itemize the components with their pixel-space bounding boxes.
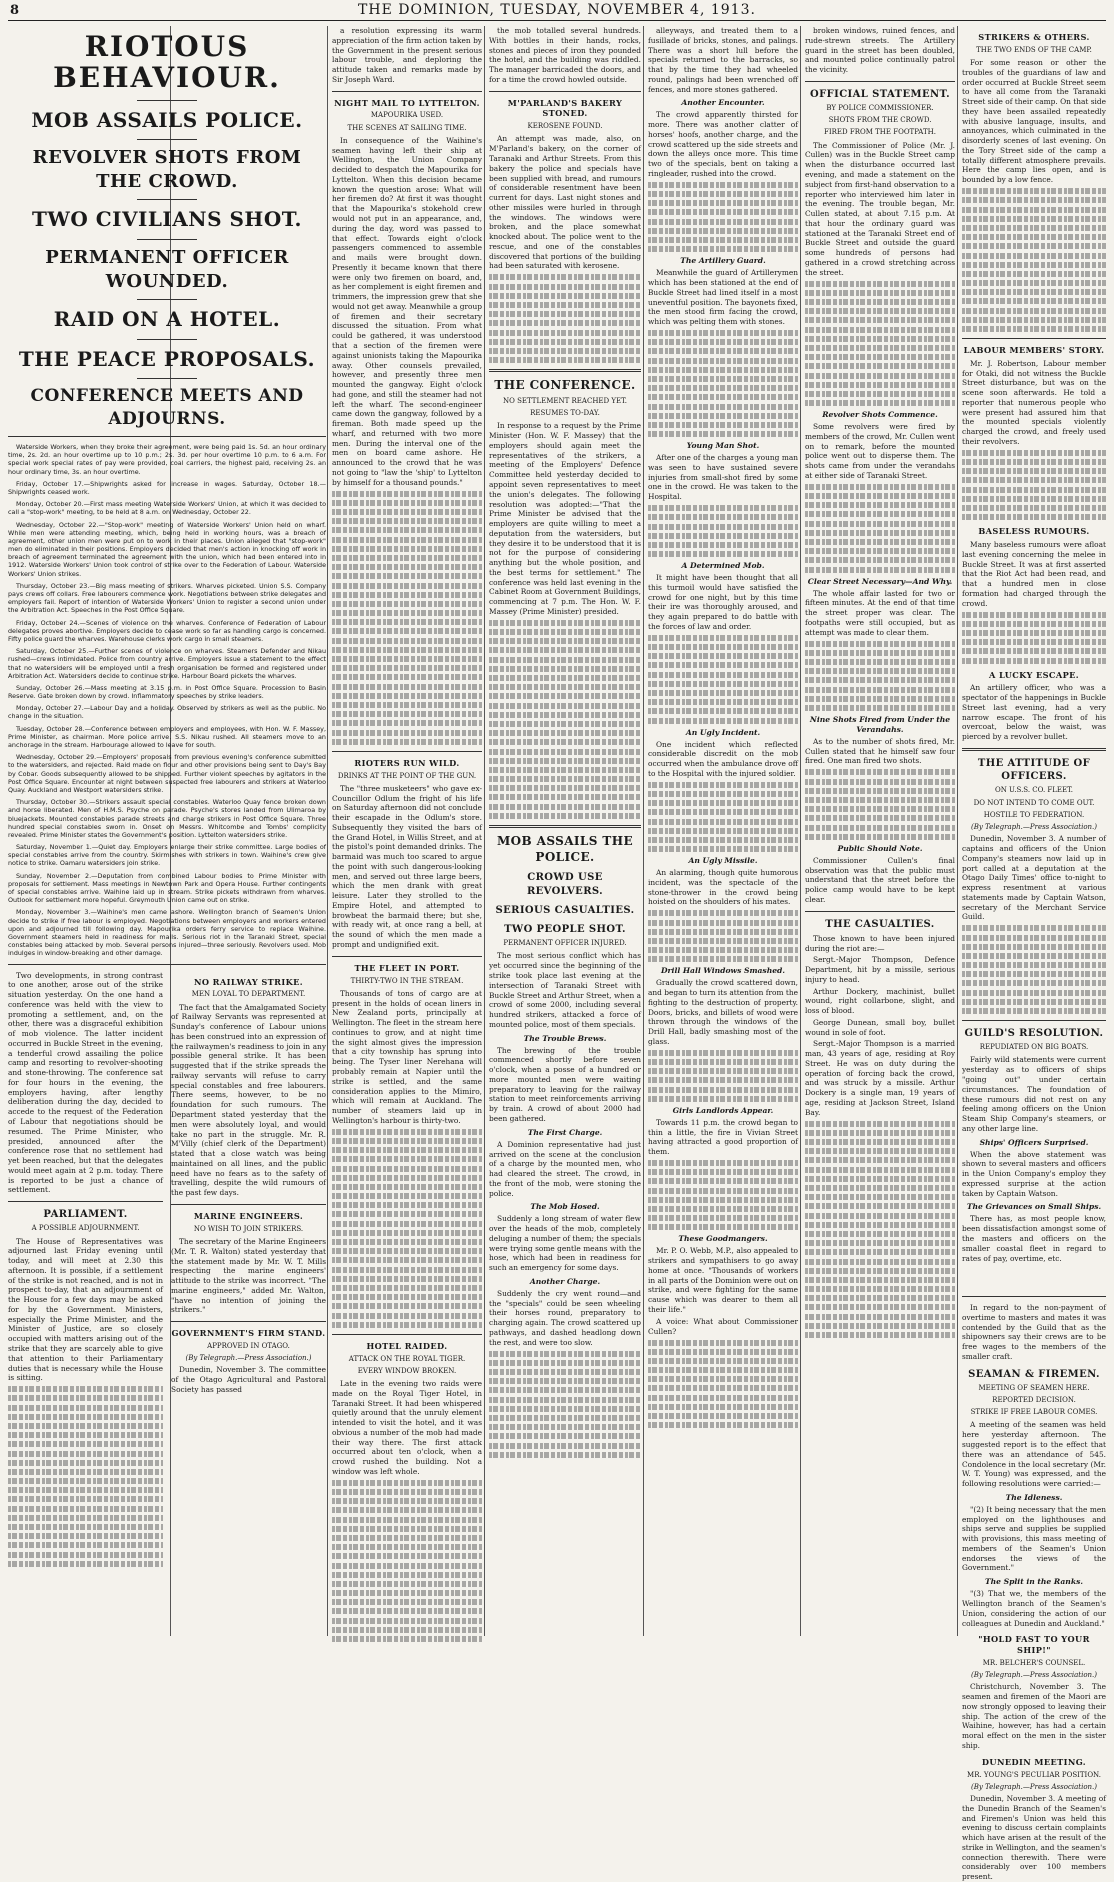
guild-text: Fairly wild statements were current yesterday as to officers of ships "going out" under certain circumstances. The foundation of these rumours did not rest on any feeling among officers on the Union Steam Ship Company's steamers, or any other large line. xyxy=(962,1055,1106,1133)
official-text-1: Some revolvers were fired by members of the crowd, Mr. Cullen went on to remark, before the mounted police went out to disperse them. The shots came from under the verandahs at either side of Taranaki Street. xyxy=(805,422,955,480)
dunedin-heading: DUNEDIN MEETING. xyxy=(981,1756,1087,1767)
diary-entry: Sunday, October 26.—Mass meeting at 3.15 p.m. in Post Office Square. Procession to Basin Reserve. Gate broken down by crowd. Inflammatory speeches by strike leaders. xyxy=(8,683,326,701)
column-8-lead: In regard to the non-payment of overtime to masters and mates it was contended by the Guild that as the shipowners say their crews are to be free wages to the members of the smaller craft. xyxy=(962,1303,1106,1361)
seamen-subhead-2: The Split in the Ranks. xyxy=(984,1577,1084,1587)
seamen-subhead-1: The Idleness. xyxy=(1005,1492,1063,1502)
mcparland-heading: M'PARLAND'S BAKERY STONED. xyxy=(507,97,623,119)
lucky-text: An artillery officer, who was a spectator of the happenings in Buckle Street last evening, had a very narrow escape. The front of his overcoat, below the waist, was pierced by a revolver bullet. xyxy=(962,683,1106,742)
column-rule xyxy=(643,26,644,1636)
page-number: 8 xyxy=(10,3,20,18)
diary-entry: Sunday, November 2.—Deputation from combined Labour bodies to Prime Minister with proposals for settlement. Mass meetings in Newtown Park and Opera House. Further contingents of special constables arrive. Waihine laid up in stream. Strike pickets withdrawn from wharves. Outlook for settlement more hopeful. Greymouth Union came out on strike. xyxy=(8,871,326,905)
mob-subhead-4: Another Charge. xyxy=(529,1276,601,1286)
rioters-subheading: DRINKS AT THE POINT OF THE GUN. xyxy=(337,771,477,780)
night-mail-text: In consequence of the Waihine's seamen having left their ship at Wellington, the Union Company decided to despatch the Mapourika for Lyttelton. When this decision became known the question arose: What will her firemen do? At first it was thought that the Mapourika's stokehold crew would not put in an appearance, and, during the day, word was passed to that effect. Towards eight o'clock passengers commenced to assemble and mails were brought down. Presently it became known that there were only two firemen on board, and, as her complement is eight firemen and trimmers, the impression grew that she would not get away. Meanwhile a group of firemen and their secretary discussed the situation. From what could be gathered, it was understood that a section of the firemen were against unionists taking the Mapourika away. Other counsels prevailed, however, and presently three men mounted the gangway. Eight o'clock had gone, and still the steamer had not left the wharf. The second-engineer came down the gangway, followed by a fireman. Both made speed up the wharf, and returned with two more men. During the interval one of the men on board came ashore. He announced to the crowd that he was not going to "law the 'ship' to Lyttelton by himself for a thousand pounds." xyxy=(332,135,482,487)
strikers-subheading: THE TWO ENDS OF THE CAMP. xyxy=(976,45,1092,54)
seamen-heading: SEAMAN & FIREMEN. xyxy=(968,1368,1100,1380)
newspaper-title: THE DOMINION, TUESDAY, NOVEMBER 4, 1913. xyxy=(358,2,756,18)
mob-subheading-4: PERMANENT OFFICER INJURED. xyxy=(503,939,627,948)
mob-subheading: CROWD USE REVOLVERS. xyxy=(526,872,604,897)
govt-stand-text: Dunedin, November 3. The committee of the Otago Agricultural and Pastoral Society has passed xyxy=(171,1365,326,1394)
fleet-heading: THE FLEET IN PORT. xyxy=(354,962,460,973)
mob-subhead-1: The Trouble Brews. xyxy=(523,1033,607,1043)
diary-entry: Thursday, October 30.—Strikers assault special constables. Waterloo Quay fence broken down and horse liberated. Men of H.M.S. Psyche on parade. Psyche's stores landed from Ulimaroa by bluejackets. Mounted constables parade streets and charge strikers in Post Office Square. Three hundred special constables sworn in. Onset on Messrs. Whitcombe and Tombs' complicity revealed. Prime Minister states the Government's position. Lyttelton watersiders strike. xyxy=(8,798,326,839)
night-mail-heading: NIGHT MAIL TO LYTTELTON. xyxy=(334,97,480,108)
diary-entry: Saturday, October 25.—Further scenes of violence on wharves. Steamers Defender and Nikau rushed—crews intimidated. Police from country arrive. Employers issue a statement to the effect that no watersiders will be employed until a fresh organisation be formed and registered under Arbitration Act. Watersiders decide to continue strike. Harbour Board pickets the wharves. xyxy=(8,647,326,680)
seamen-text: A meeting of the seamen was held here yesterday afternoon. The suggested report is to the effect that there was an attendance of 545. Condolence in the local secretary (Mr. W. T. Young) was expressed, and the following resolutions were carried:— xyxy=(962,1420,1106,1489)
casualties-intro: Those known to have been injured during the riot are:— xyxy=(805,933,955,953)
column-5-lead: alleyways, and treated them to a fusillade of bricks, stones, and palings. There was a short lull before the specials returned to the barracks, so that by the time they had wheeled round, palings had been wrenched off fences, and more stones gathered. xyxy=(648,26,798,94)
official-text-4: Commissioner Cullen's final observation was that the public must understand that the street before the police camp would have to be kept clear. xyxy=(805,855,955,904)
col5-subhead-9: These Goodmangers. xyxy=(678,1234,768,1244)
diary-entry: Monday, October 27.—Labour Day and a holiday. Observed by strikers as well as the public. No change in the situation. xyxy=(8,704,326,721)
diary-entry: Tuesday, October 28.—Conference between employers and employees, with Hon. W. F. Massey, Prime Minister, as chairman. More police arrive. S.S. Nikau rushed. All steamers move to an anchorage in the stream. Harbourage allowed to leave for south. xyxy=(8,724,326,750)
mob-heading: MOB ASSAILS THE POLICE. xyxy=(496,833,634,864)
mcparland-text: An attempt was made, also, on M'Parland's bakery, on the corner of Taranaki and Arthur Streets. From this bakery the police and specials have been supplied with bread, and rumours of considerable resentment have been current for days. Last night stones and other missiles were hurled in through the windows. The windows were broken, and the place somewhat knocked about. The police went to the rescue, and one of the constables discovered that portions of the building had been saturated with kerosene. xyxy=(489,134,641,271)
attitude-subheading: ON U.S.S. CO. FLEET. xyxy=(994,786,1074,795)
mob-text-2: The brewing of the trouble commenced shortly before seven o'clock, when a posse of a hundred or more mounted men were waiting preparatory to leaving for the railway station to meet reinforcements arriving by train. A crowd of about 2000 had been gathered. xyxy=(489,1045,641,1123)
rioters-heading: RIOTERS RUN WILD. xyxy=(354,757,460,768)
col5-text-5: One incident which reflected considerable discredit on the mob occurred when the ambulance drove off to the Hospital with the injured soldier. xyxy=(648,739,798,778)
lead-paragraph: Two developments, in strong contrast to one another, arose out of the strike situation yesterday. On the one hand a conference was held with the view to promoting a settlement, and, on the other, there was a disgraceful exhibition of mob violence. The latter incident occurred in Buckle Street in the evening, a tenderful crowd assailing the police camp and resorting to revolver-shooting and stone-throwing. The conference sat for four hours in the evening, the employers having, after lengthy deliberation during the day, decided to accede to the request of the Federation of Labour that negotiations should be resumed. The Prime Minister, who presided, announced after the conference rose that no settlement had yet been reached, but that the delegates would meet again at 2 p.m. today. There is reported to be just a chance of settlement. xyxy=(8,970,163,1195)
official-subhead-2: Clear Street Necessary—And Why. xyxy=(807,576,953,586)
parliament-text: The House of Representatives was adjourned last Friday evening until today, and will meet at 2.30 this afternoon. It is possible, if a settlement of the strike is not reached, and is not in prospect to-day, that an adjournment of the House for a few days may be asked for by the Government. Ministers, especially the Prime Minister, and the Minister of Justice, are so closely occupied with matters arising out of the strike that they are scarcely able to give that attention to their Parliamentary duties that is necessary while the House is sitting. xyxy=(8,1236,163,1383)
col5-closing: A voice: What about Commissioner Cullen? xyxy=(648,1316,798,1336)
attitude-text: Dunedin, November 3. A number of captains and officers of the Union Company's steamers now laid up in port called at a deputation at the Otago Daily Times' office to-night to express resentment at various statements made by Captain Watson, secretary of the Merchant Service Guild. xyxy=(962,834,1106,922)
marine-text: The secretary of the Marine Engineers (Mr. T. R. Walton) stated yesterday that the statement made by Mr. W. T. Mills respecting the marine engineers' attitude to the strike was incorrect. "The marine engineers," added Mr. Walton, "have no intention of joining the strikers." xyxy=(171,1236,326,1315)
col5-text-6: An alarming, though quite humorous incident, was the spectacle of the stone-thrower in the crowd being hoisted on the shoulders of his mates. xyxy=(648,868,798,907)
guild-heading: GUILD'S RESOLUTION. xyxy=(964,1028,1104,1040)
official-text-3: As to the number of shots fired, Mr. Cullen stated that he himself saw four fired. One man fired two shots. xyxy=(805,736,955,766)
hold-fast-heading: "HOLD FAST TO YOUR SHIP!" xyxy=(978,1634,1090,1656)
col5-subhead-5: An Ugly Incident. xyxy=(685,727,761,737)
official-text-2: The whole affair lasted for two or fifteen minutes. At the end of that time the street proper was clear. The footpaths were still occupied, but as attempt was made to clear them. xyxy=(805,588,955,637)
official-byline: BY POLICE COMMISSIONER. xyxy=(826,104,934,113)
casualty-item: George Dunean, small boy, bullet wound in sole of foot. xyxy=(805,1017,955,1037)
diary-entry: Friday, October 17.—Shipwrights asked for increase in wages. Saturday, October 18.—Shipwrights ceased work. xyxy=(8,479,326,496)
mob-subheading-3: TWO PEOPLE SHOT. xyxy=(504,924,626,936)
guild-text-2: There has, as most people know, been dissatisfaction amongst some of the masters and officers on the smaller coastal fleet in regard to rates of pay, overtime, etc. xyxy=(962,1214,1106,1263)
col5-subhead-6: An Ugly Missile. xyxy=(688,856,758,866)
col5-text-2: Meanwhile the guard of Artillerymen which has been stationed at the end of Buckle Street had lined itself in a most uneventful position. The bayonets fixed, the men stood firm facing the crowd, which was pelting them with stones. xyxy=(648,268,798,327)
labour-text: Mr. J. Robertson, Labour member for Otaki, did not witness the Buckle Street disturbance, but was on the scene soon afterwards. He told a reporter that numerous people who were present had assured him that the mounted specials violently charged the crowd, and freely used their revolvers. xyxy=(962,358,1106,446)
govt-stand-subheading: APPROVED IN OTAGO. xyxy=(207,1341,290,1350)
guild-subhead-2: The Grievances on Small Ships. xyxy=(966,1202,1102,1212)
attitude-byline: (By Telegraph.—Press Association.) xyxy=(970,823,1098,832)
casualties-text: Sergt.-Major Thompson is a married man, 43 years of age, residing at Roy Street. He was on duty during the operation of forcing back the crowd, and was struck by a missile. Arthur Dockery is a single man, 19 years of age, residing at Jackson Street, Island Bay. xyxy=(805,1039,955,1117)
col5-text-9: Mr. P. O. Webb, M.P., also appealed to strikers and sympathisers to go away home at once. "Thousands of workers in all parts of the Dominion were out on strike, and were fighting for the same cause which was dearer to them all their life." xyxy=(648,1246,798,1315)
mob-text-5: Suddenly the cry went round—and the "specials" could be seen wheeling their horses round, preparatory to charging again. The crowd scattered up pathways, and dashed headlong down the rest, and were too slow. xyxy=(489,1288,641,1347)
official-subhead-4: Public Should Note. xyxy=(837,843,923,853)
hotel-raided-subheading-2: EVERY WINDOW BROKEN. xyxy=(357,1366,457,1375)
column-6 xyxy=(805,26,955,1638)
mob-subhead-3: The Mob Hosed. xyxy=(530,1202,600,1212)
dunedin-subheading: MR. YOUNG'S PECULIAR POSITION. xyxy=(967,1770,1101,1779)
fleet-subheading: THIRTY-TWO IN THE STREAM. xyxy=(350,976,464,985)
hotel-raided-heading: HOTEL RAIDED. xyxy=(366,1340,448,1351)
hold-fast-byline: (By Telegraph.—Press Association.) xyxy=(970,1671,1098,1680)
casualties-heading: THE CASUALTIES. xyxy=(825,918,935,930)
headline-permanent-officer: PERMANENT OFFICER WOUNDED. xyxy=(45,246,289,292)
column-rule xyxy=(484,26,485,1636)
mob-text-4: Suddenly a long stream of water flew over the heads of the mob, completely deluging a number of them; the specials were trying some gentle means with the hose, which had been in readiness for such an emergency for some days. xyxy=(489,1214,641,1273)
dunedin-text: Dunedin, November 3. A meeting of the Dunedin Branch of the Seamen's and Firemen's Union was held this evening to discuss certain complaints which have arisen at the result of the strike in Wellington, and the seamen's connection therewith. There were considerably over 100 members present. xyxy=(962,1794,1106,1882)
headline-revolver: REVOLVER SHOTS FROM THE CROWD. xyxy=(32,146,302,192)
baseless-text: Many baseless rumours were afloat last evening concerning the melee in Buckle Street. It was at first asserted that the Riot Act had been read, and that a hundred men in close formation had charged through the crowd. xyxy=(962,540,1106,608)
mob-subheading-2: SERIOUS CASUALTIES. xyxy=(495,904,635,916)
seamen-text-2: "(3) That we, the members of the Wellington branch of the Seamen's Union, considering the action of our colleagues at Dunedin and Auckland." xyxy=(962,1589,1106,1628)
col5-text-7: Gradually the crowd scattered down, and began to turn its attention from the fighting to the destruction of property. Doors, bricks, and billets of wood were thrown through the windows of the Drill Hall, badly smashing most of the glass. xyxy=(648,978,798,1046)
official-text: The Commissioner of Police (Mr. J. Cullen) was in the Buckle Street camp when the disturbance occurred last evening, and made a statement on the subject from first-hand observation to a reporter who interviewed him later in the evening. The trouble began, Mr. Cullen stated, at about 7.15 p.m. At that hour the ordinary guard was stationed at the Taranaki Street end of Buckle Street and outside the guard some hundreds of persons had gathered in a crowd stretching across the street. xyxy=(805,140,955,277)
col5-subhead-3: Young Man Shot. xyxy=(686,441,760,451)
column-8 xyxy=(962,1290,1106,1882)
night-mail-subheading: MAPOURIKA USED. xyxy=(370,111,444,120)
seamen-subheading-3: STRIKE IF FREE LABOUR COMES. xyxy=(970,1408,1098,1417)
official-subheading: SHOTS FROM THE CROWD. xyxy=(828,116,932,125)
guild-subhead-1: Ships' Officers Surprised. xyxy=(979,1137,1089,1147)
column-rule xyxy=(800,26,801,1636)
marine-heading: MARINE ENGINEERS. xyxy=(193,1210,304,1221)
diary-entry: Waterside Workers, when they broke their agreement, were being paid 1s. 5d. an hour ordinary time, 2s. 2d. an hour overtime up to 10 p.m.; 2s. 3d. per hour overtime 10 p.m. to 6 a.m. For special work special rates of pay were provided, coal carriers, the highest paid, receiving 2s. an hour ordinary time, 3s. an hour overtime. xyxy=(8,443,326,476)
col5-text-8: Towards 11 p.m. the crowd began to thin a little, the fire in Vivian Street having attracted a good proportion of them. xyxy=(648,1117,798,1157)
conference-subheading: NO SETTLEMENT REACHED YET. xyxy=(503,396,627,405)
hotel-raided-subheading: ATTACK ON THE ROYAL TIGER. xyxy=(348,1354,466,1363)
strikers-heading: STRIKERS & OTHERS. xyxy=(978,32,1090,42)
official-subhead-3: Nine Shots Fired from Under the Verandahs. xyxy=(809,714,951,734)
col5-subhead-4: A Determined Mob. xyxy=(681,561,765,571)
diary-entry: Thursday, October 23.—Big mass meeting of strikers. Wharves picketed. Union S.S. Company pays crews off collars. Free labourers commence work. Negotiations between strike delegates and employers fail. Report of intention of Waterside Workers' Union to register a second union under the Arbitration Act. Speeches in the Post Office Square. xyxy=(8,581,326,615)
guild-text-1: When the above statement was shown to several masters and officers in the Union Company's employ they expressed surprise at the action taken by Captain Watson. xyxy=(962,1149,1106,1198)
seamen-subheading: MEETING OF SEAMEN HERE. xyxy=(978,1383,1090,1392)
parliament-subheading: A POSSIBLE ADJOURNMENT. xyxy=(31,1224,140,1233)
col5-subhead-7: Drill Hall Windows Smashed. xyxy=(660,966,786,976)
official-subheading-2: FIRED FROM THE FOOTPATH. xyxy=(824,128,936,137)
col5-subhead-2: The Artillery Guard. xyxy=(680,256,766,266)
strikers-text: For some reason or other the troubles of the guardians of law and order occurred at Buckle Street seem to have all come from the Taranaki Street side of their camp. On that side they have been assailed repeatedly with abusive language, insults, and annoyances, which culminated in the disorderly scenes of last evening. On the Tory Street side of the camp a totally different atmosphere prevails. Here the camp lies open, and is bounded by a low fence. xyxy=(962,58,1106,185)
strike-diary xyxy=(8,443,326,958)
govt-stand-heading: GOVERNMENT'S FIRM STAND. xyxy=(171,1328,326,1339)
casualty-item: Sergt.-Major Thompson, Defence Department, hit by a missile, serious injury to head. xyxy=(805,955,955,984)
column-rule xyxy=(327,26,328,1636)
diary-entry: Wednesday, October 22.—"Stop-work" meeting of Waterside Workers' Union held on wharf. While men were attending meeting, which, being held in working hours, was a breach of agreement, other union men were put on to work in their places. Union alleged that "stop-work" men do eliminated in their positions. Employers decided that men's action in knocking off work in breach of agreement terminated the agreement with the union, which had been entered into in 1912. Waterside Workers' Union took control of strike over to the Federation of Labour. Waterside Workers' Union strikes. xyxy=(8,520,326,578)
rioters-text: The "three musketeers" who gave ex-Councillor Odlum the fright of his life on Saturday afternoon did not conclude their escapade in the Odlum's store. Subsequently they visited the bars of the Grand Hotel, in Willis Street, and at the pistol's point demanded drinks. The barmaid was much too scared to argue the point with such dangerous-looking men, and served out three large beers, which the men drank with great leisure. Later they strolled to the Empire Hotel, and attempted to browbeat the barmaid there; but she, with ready wit, at once rang a bell, at the sound of which the men made a prompt and undignified exit. xyxy=(332,783,482,950)
no-railway-heading: NO RAILWAY STRIKE. xyxy=(193,976,303,987)
night-mail-subheading-2: THE SCENES AT SAILING TIME. xyxy=(347,123,467,132)
page-masthead xyxy=(8,2,1106,21)
conference-subheading-2: RESUMES TO-DAY. xyxy=(530,409,600,418)
col5-text-3: After one of the charges a young man was seen to have sustained severe injuries from small-shot fired by some one in the crowd. He was taken to the Hospital. xyxy=(648,453,798,502)
column-4-lead: the mob totalled several hundreds. With bottles in their hands, rocks, stones and pieces of iron they pounded the hotel, and the building was riddled. The manager barricaded the doors, and for a time the crowd howled outside. xyxy=(489,26,641,84)
headline-riotous: RIOTOUS BEHAVIOUR. xyxy=(53,30,281,94)
col5-subhead-8: Girls Landlords Appear. xyxy=(672,1105,774,1115)
mob-text-3: A Dominion representative had just arrived on the scene at the conclusion of a charge by the mounted men, who had cleared the street. The crowd, in the front of the mob, were stoning the police. xyxy=(489,1139,641,1198)
parliament-heading: PARLIAMENT. xyxy=(43,1209,128,1221)
attitude-heading: THE ATTITUDE OF OFFICERS. xyxy=(977,757,1091,783)
marine-subheading: NO WISH TO JOIN STRIKERS. xyxy=(193,1224,304,1233)
lucky-heading: A LUCKY ESCAPE. xyxy=(988,669,1080,680)
lead-left-subcolumn xyxy=(8,971,163,1570)
headline-two-civilians: TWO CIVILIANS SHOT. xyxy=(31,207,303,232)
column-3 xyxy=(332,26,482,1638)
dunedin-byline: (By Telegraph.—Press Association.) xyxy=(970,1782,1098,1791)
col5-text-4: It might have been thought that all this turmoil would have satisfied the crowd for one night, but by this time their ire was thoroughly aroused, and they again prepared to do battle with the forces of law and order. xyxy=(648,573,798,631)
guild-subheading: REPUDIATED ON BIG BOATS. xyxy=(979,1043,1089,1052)
hold-fast-subheading: MR. BELCHER'S COUNSEL. xyxy=(982,1658,1086,1667)
fleet-text: Thousands of tons of cargo are at present in the holds of ocean liners in New Zealand ports, principally at Wellington. The fleet in the stream here continues to grow, and at night time the sight almost gives the impression that a city township has sprung into being. The Tyser liner Nerehana will probably remain at Napier until the strike is settled, and the same consideration applies to the Mimiro, which will remain at Auckland. The number of steamers laid up in Wellington's harbour is thirty-two. xyxy=(332,988,482,1125)
attitude-subheading-2: DO NOT INTEND TO COME OUT. xyxy=(973,798,1095,807)
diary-entry: Monday, November 3.—Waihine's men came ashore. Wellington branch of Seamen's Union decide to strike if free labour is employed. Negotiations between employers and workers entered upon and adjourned till following day. Mapourika orders ferry service to replace Waihine. Government steamers held in readiness for mails. Serious riot in the Taranaki Street, special constables being attacked by mob. Several persons injured—three seriously. Revolvers used. Mob indulges in window-breaking and other damage. xyxy=(8,908,326,958)
headline-mob: MOB ASSAILS POLICE. xyxy=(31,107,303,132)
official-subhead-1: Revolver Shots Commence. xyxy=(822,410,938,420)
conference-heading: THE CONFERENCE. xyxy=(494,378,636,393)
lead-right-subcolumn xyxy=(171,971,326,1570)
labour-heading: LABOUR MEMBERS' STORY. xyxy=(963,345,1105,356)
column-3-lead: a resolution expressing its warm appreciation of the firm action taken by the Government in the present serious labour trouble, and deploring the attitude taken and remarks made by Sir Joseph Ward. xyxy=(332,26,482,84)
column-5 xyxy=(648,26,798,1638)
col5-text-1: The crowd apparently thirsted for more. There was another clatter of horses' hoofs, another charge, and the crowd scattered up the side streets and down the alleys once more. This time two of the specials, bent on taking a ringleader, rushed into the crowd. xyxy=(648,110,798,178)
no-railway-subheading: MEN LOYAL TO DEPARTMENT. xyxy=(191,990,306,999)
govt-stand-byline: (By Telegraph.—Press Association.) xyxy=(185,1354,312,1363)
headline-peace-proposals: THE PEACE PROPOSALS. xyxy=(18,346,316,371)
column-6-lead: broken windows, ruined fences, and rude-strewn streets. The Artillery guard in the street has been doubled, and mounted police continually patrol the vicinity. xyxy=(805,26,955,75)
casualty-item: Arthur Dockery, machinist, bullet wound, right collarbone, slight, and loss of blood. xyxy=(805,986,955,1016)
diary-entry: Friday, October 24.—Scenes of violence on the wharves. Conference of Federation of Labour delegates proves abortive. Employers decide to cease work so far as handling cargo is concerned. Fifty police guard the wharves. Warehouse clerks work cargo in small steamers. xyxy=(8,618,326,643)
seamen-text-1: "(2) It being necessary that the men employed on the lighthouses and ships serve and supplies be supplied with provisions, this mass meeting of members of the Seamen's Union endorses the views of the Government." xyxy=(962,1504,1106,1573)
official-heading: OFFICIAL STATEMENT. xyxy=(810,88,950,100)
baseless-heading: BASELESS RUMOURS. xyxy=(978,526,1090,537)
column-rule xyxy=(957,26,958,1636)
lead-story-column xyxy=(8,26,326,1638)
conference-text: In response to a request by the Prime Minister (Hon. W. F. Massey) that the employers should again meet the representatives of the strikers, a meeting of the Employers' Defence Committee held yesterday decided to appoint seven representatives to meet the union's delegates. The following resolution was adopted:—"That the Prime Minister be advised that the employers are quite willing to meet a deputation from the watersiders, but they desire it to be understood that it is not for the purpose of considering anything but the whole position, and the best terms for settlement." The conference was held last evening in the Cabinet Room at Government Buildings, commencing at 7 p.m. The Hon. W. F. Massey (Prime Minister) presided. xyxy=(489,421,641,616)
hotel-raided-text: Late in the evening two raids were made on the Royal Tiger Hotel, in Taranaki Street. It had been whispered quietly around that the unruly element intended to visit the hotel, and it was obvious a number of the mob had made their way there. The first attack occurred about ten o'clock, when a crowd rushed the building. Not a window was left whole. xyxy=(332,1378,482,1476)
attitude-subheading-3: HOSTILE TO FEDERATION. xyxy=(983,810,1085,819)
column-4 xyxy=(489,26,641,1638)
diary-entry: Saturday, November 1.—Quiet day. Employers enlarge their strike committee. Large bodies of special constables arrive from the country. Skirmishes with strikers in town. Waihine's crew give notice to strike. Oamaru watersiders join strike. xyxy=(8,843,326,868)
no-railway-text: The fact that the Amalgamated Society of Railway Servants was represented at Sunday's conference of Labour unions has been construed into an expression of the railwaymen's readiness to join in any possible general strike. It has been suggested that if the strike spreads the railway servants will refuse to carry special constables and free labourers. There seems, however, to be no foundation for such rumours. The Department stated yesterday that the men were absolutely loyal, and would take no part in the struggle. Mr. R. M'Villy (chief clerk of the Department) stated that a close watch was being maintained on all lines, and the public need have no fears as to the safety of travelling, despite the wild rumours of the past few days. xyxy=(171,1002,326,1198)
mob-subhead-2: The First Charge. xyxy=(527,1127,603,1137)
seamen-subheading-2: REPORTED DECISION. xyxy=(992,1396,1076,1405)
mcparland-subheading: KEROSENE FOUND. xyxy=(527,122,603,131)
diary-entry: Wednesday, October 29.—Employers' proposals from previous evening's conference submitted to the watersiders, and rejected. Raid made on flour and other provisions being sent to Day's Bay by Cobar. Goods subsequently allowed to be shipped. Further violent speeches by agitators in the Post Office Square. Encounter at night between suspected free labourers and strikers at Waterloo Quay. Auckland and Westport watersiders strike. xyxy=(8,753,326,794)
hold-fast-text: Christchurch, November 3. The seamen and firemen of the Maori are now strongly opposed to leaving their ship. The action of the crew of the Waihine, however, has had a certain moral effect on the men in the sister ship. xyxy=(962,1682,1106,1751)
col5-subhead-1: Another Encounter. xyxy=(681,98,765,108)
headline-conference: CONFERENCE MEETS AND ADJOURNS. xyxy=(30,386,304,429)
mob-text: The most serious conflict which has yet occurred since the beginning of the strike took place last evening at the intersection of Taranaki Street with Buckle Street and Arthur Street, when a crowd of some 2000, including several hundred strikers, attacked a force of mounted police, most of them specials. xyxy=(489,951,641,1029)
diary-entry: Monday, October 20.—First mass meeting Waterside Workers' Union, at which it was decided to call a "stop-work" meeting, to be held at 8 a.m. on Wednesday, October 22. xyxy=(8,500,326,517)
headline-raid-hotel: RAID ON A HOTEL. xyxy=(53,307,281,332)
